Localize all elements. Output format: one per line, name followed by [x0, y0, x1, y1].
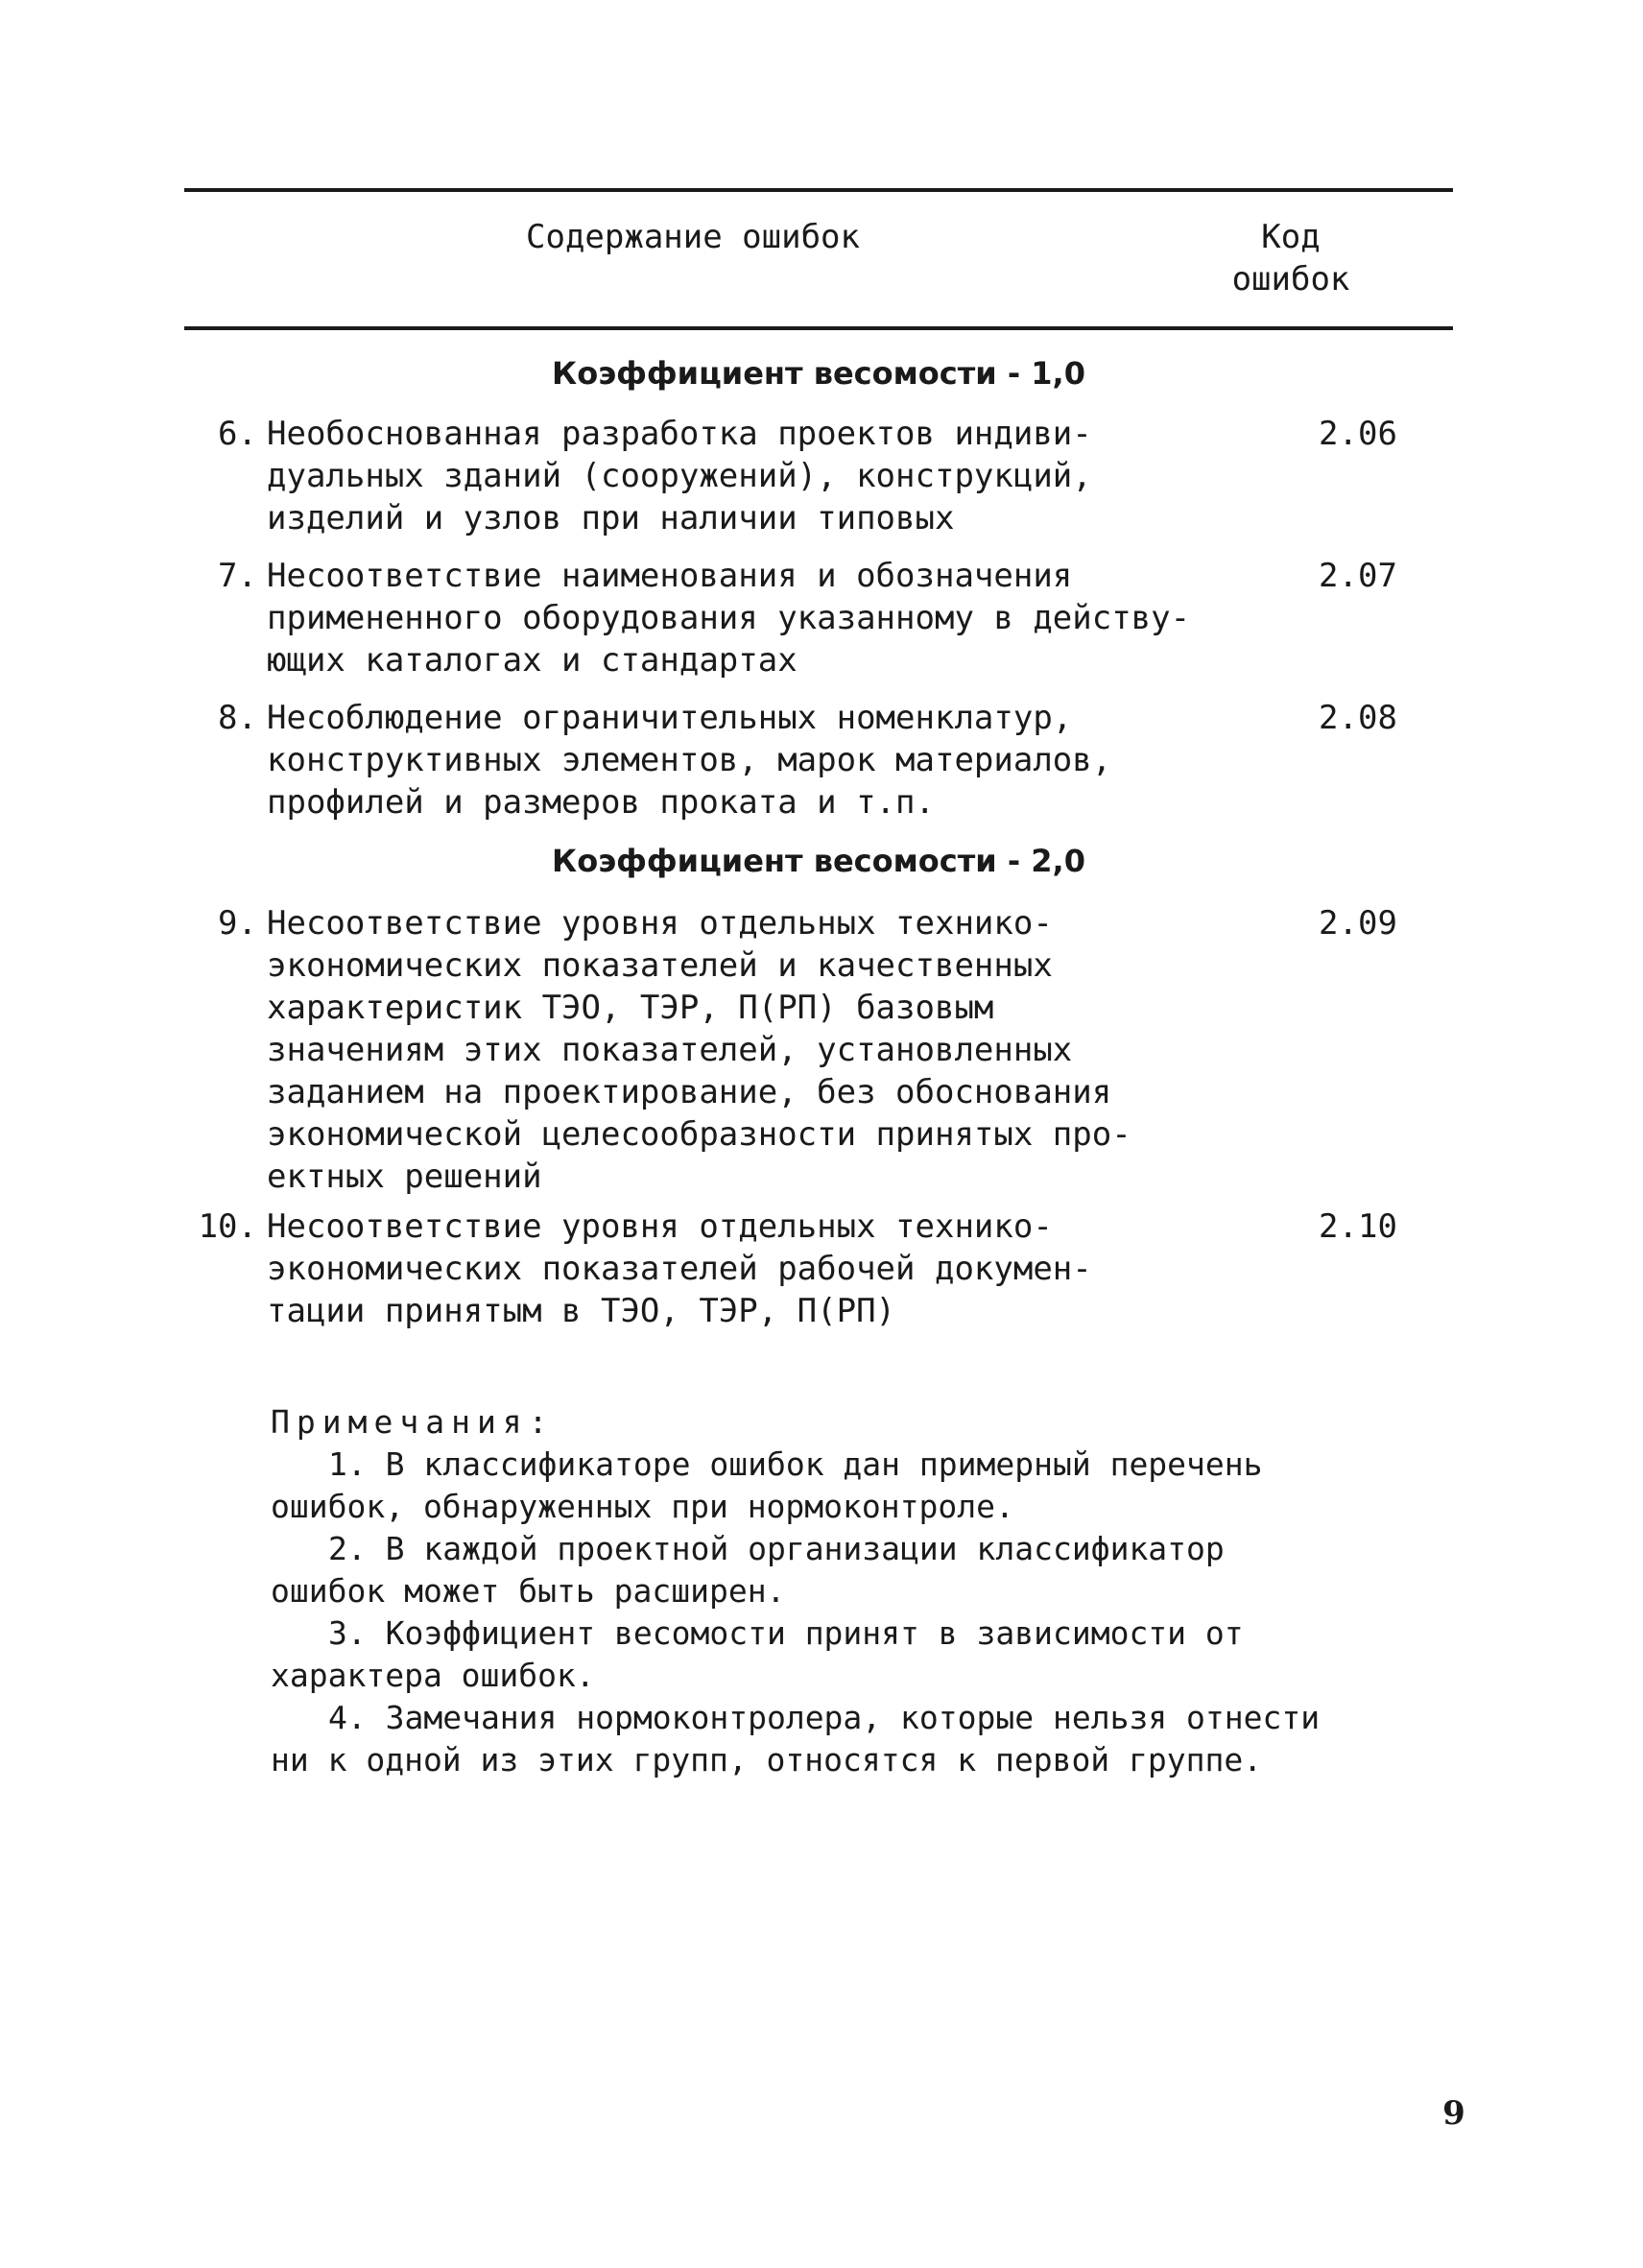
page-number: 9 — [1442, 2094, 1465, 2133]
header-code-column — [1180, 216, 1401, 300]
item-description: Несоответствие уровня отдельных технико- экономических показателей рабочей докумен- тации принятым в ТЭО, ТЭР, П(РП) — [267, 1207, 1092, 1330]
item-description: Несоблюдение ограничительных номенклатур, конструктивных элементов, марок материалов, профилей и размеров проката и т.п. — [267, 699, 1112, 822]
item-code: 2.09 — [1319, 904, 1397, 943]
item-number: 10. — [198, 1207, 257, 1246]
header-content-column: Содержание ошибок — [526, 218, 860, 256]
item-description: Несоответствие наименования и обозначения примененного оборудования указанному в действу- ющих каталогах и стандартах — [267, 557, 1191, 680]
item-code: 2.06 — [1319, 415, 1397, 453]
item-code: 2.08 — [1319, 699, 1397, 737]
item-description: Необоснованная разработка проектов индиви- дуальных зданий (сооружений), конструкций, изделий и узлов при наличии типовых — [267, 415, 1092, 537]
note-item: 1. В классификаторе ошибок дан примерный перечень ошибок, обнаруженных при нормоконтроле. — [271, 1445, 1263, 1525]
section-title: Коэффициент весомости - 2,0 — [552, 843, 1085, 879]
header-code-line2: ошибок — [1231, 260, 1350, 298]
note-item: 3. Коэффициент весомости принят в зависимости от характера ошибок. — [271, 1614, 1244, 1694]
item-number: 8. — [218, 699, 257, 737]
table-top-rule — [184, 188, 1453, 192]
item-number: 9. — [218, 904, 257, 943]
item-code: 2.10 — [1319, 1207, 1397, 1246]
notes-title: Примечания: — [271, 1403, 555, 1441]
notes-block — [271, 1401, 1374, 1781]
item-code: 2.07 — [1319, 557, 1397, 595]
item-description: Несоответствие уровня отдельных технико- экономических показателей и качественных характеристик ТЭО, ТЭР, П(РП) базовым значениям этих показателей, установленных заданием на проектирование, без обоснования экономической целесообразности принятых про- ектных решений — [267, 904, 1131, 1196]
header-code-line1: Код — [1261, 218, 1321, 256]
note-item: 4. Замечания нормоконтролера, которые нельзя отнести ни к одной из этих групп, относятся к первой группе. — [271, 1699, 1321, 1779]
table-header-rule — [184, 326, 1453, 330]
item-number: 6. — [218, 415, 257, 453]
item-number: 7. — [218, 557, 257, 595]
section-title: Коэффициент весомости - 1,0 — [552, 355, 1085, 392]
note-item: 2. В каждой проектной организации классификатор ошибок может быть расширен. — [271, 1530, 1225, 1610]
